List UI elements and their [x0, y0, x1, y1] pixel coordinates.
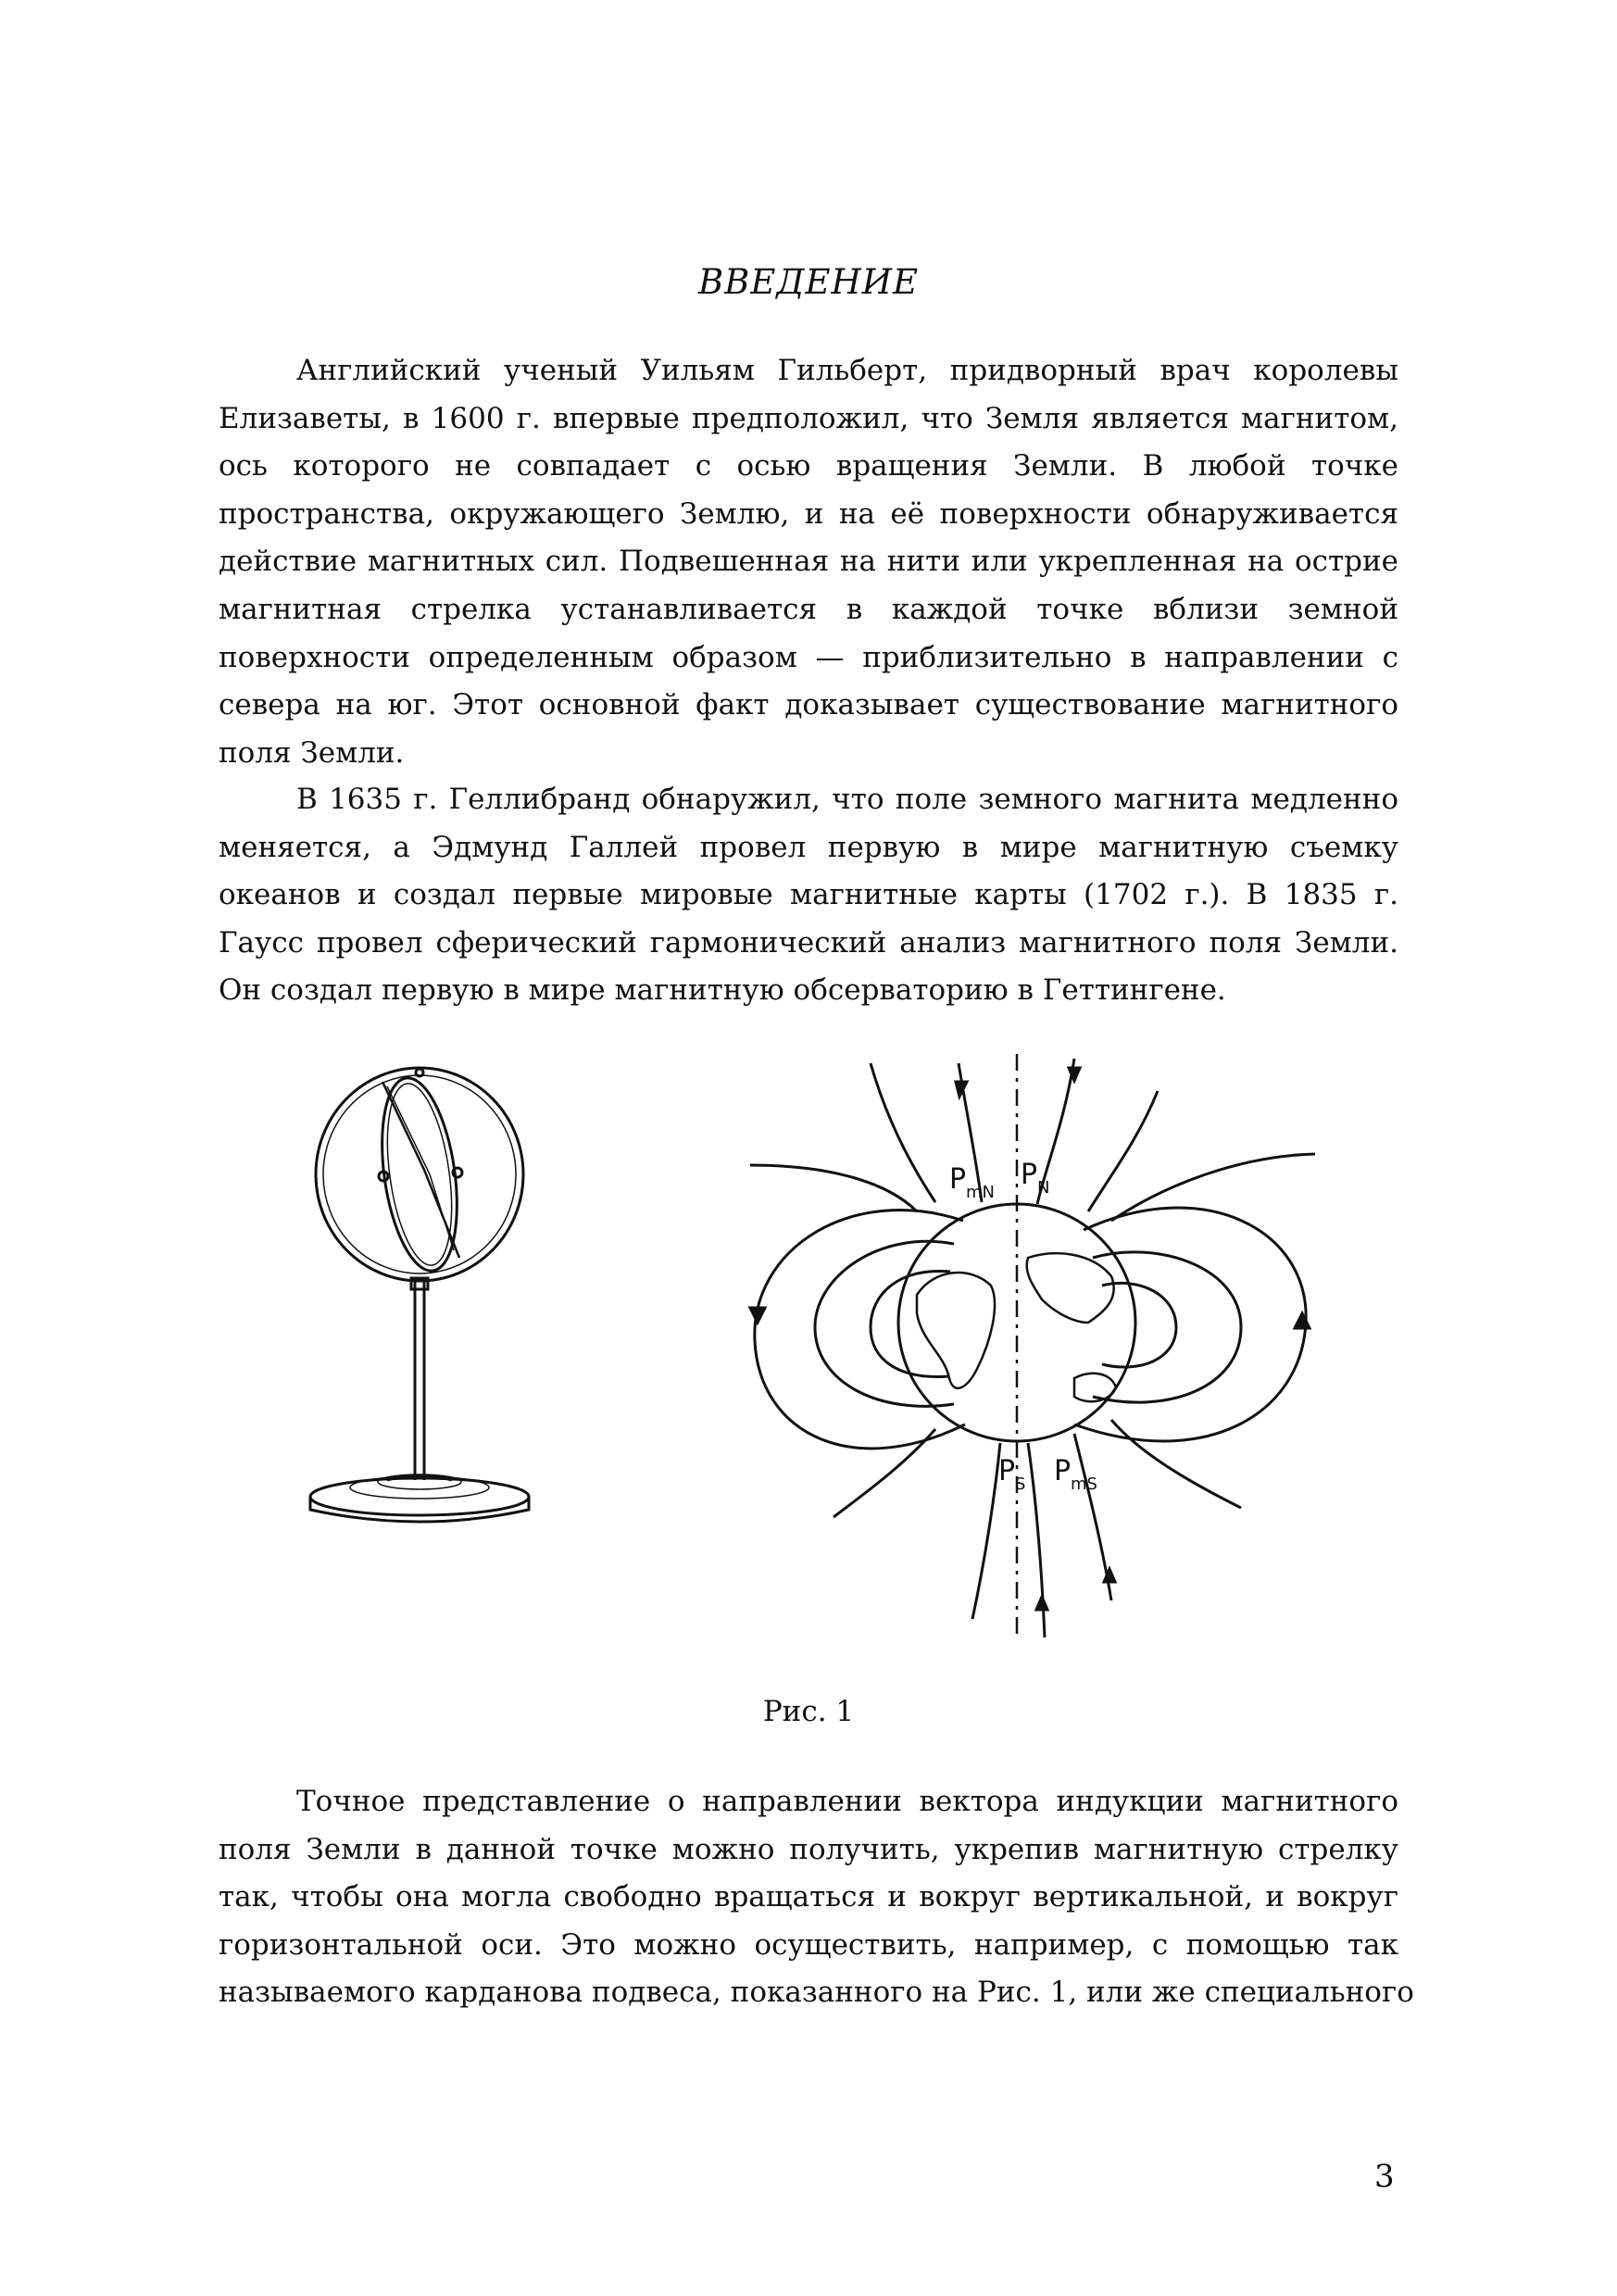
pole-label-pmn: P — [949, 1163, 967, 1196]
paragraph-3 — [219, 1778, 1414, 2017]
text-line: так, чтобы она могла свободно вращаться и вокруг вертикальной, и вокруг — [219, 1880, 1398, 1914]
section-title: ВВЕДЕНИЕ — [697, 262, 920, 302]
text-line: поверхности определенным образом — приблизительно в направлении с — [219, 640, 1398, 674]
earth-magnetic-field-diagram — [722, 1045, 1380, 1647]
text-line: Елизаветы, в 1600 г. впервые предположил, что Земля является магнитом, — [219, 401, 1398, 435]
paragraph-1 — [219, 347, 1398, 777]
pole-label-pmn-sub: mN — [966, 1183, 995, 1202]
text-line: Он создал первую в мире магнитную обсерваторию в Геттингене. — [219, 973, 1226, 1008]
pole-label-ps-sub: S — [1015, 1474, 1026, 1494]
text-line: пространства, окружающего Землю, и на её поверхности обнаруживается — [219, 496, 1398, 531]
text-line: меняется, а Эдмунд Галлей провел первую в мире магнитную съемку — [219, 830, 1398, 864]
text-line: поля Земли в данной точке можно получить, укрепив магнитную стрелку — [219, 1832, 1398, 1866]
text-line: ось которого не совпадает с осью вращения Земли. В любой точке — [219, 449, 1398, 483]
text-line: Точное представление о направлении вектора индукции магнитного — [296, 1785, 1398, 1818]
paragraph-2 — [219, 776, 1398, 1015]
text-line: горизонтальной оси. Это можно осуществить, например, с помощью так — [219, 1927, 1398, 1962]
pole-label-pn-sub: N — [1037, 1178, 1050, 1198]
page-number: 3 — [1374, 2158, 1395, 2195]
gimbal-compass-illustration — [295, 1045, 545, 1536]
pole-label-pms-sub: mS — [1071, 1474, 1097, 1494]
pole-label-pn: P — [1021, 1159, 1038, 1191]
text-line: океанов и создал первые мировые магнитные карты (1702 г.). В 1835 г. — [219, 878, 1398, 912]
text-line: севера на юг. Этот основной факт доказывает существование магнитного — [219, 688, 1398, 722]
text-line: Английский ученый Уильям Гильберт, придворный врач королевы — [296, 354, 1398, 387]
pole-label-pms: P — [1054, 1455, 1072, 1487]
text-line: В 1635 г. Геллибранд обнаружил, что поле земного магнита медленно — [296, 783, 1398, 816]
text-line: действие магнитных сил. Подвешенная на нити или укрепленная на острие — [219, 545, 1398, 579]
text-line: называемого карданова подвеса, показанного на Рис. 1, или же специального — [219, 1976, 1414, 2010]
pole-label-ps: P — [998, 1455, 1016, 1487]
text-line: поля Земли. — [219, 735, 405, 770]
figure-caption: Рис. 1 — [762, 1695, 855, 1728]
text-line: магнитная стрелка устанавливается в каждой точке вблизи земной — [219, 592, 1398, 626]
text-line: Гаусс провел сферический гармонический анализ магнитного поля Земли. — [219, 925, 1398, 960]
